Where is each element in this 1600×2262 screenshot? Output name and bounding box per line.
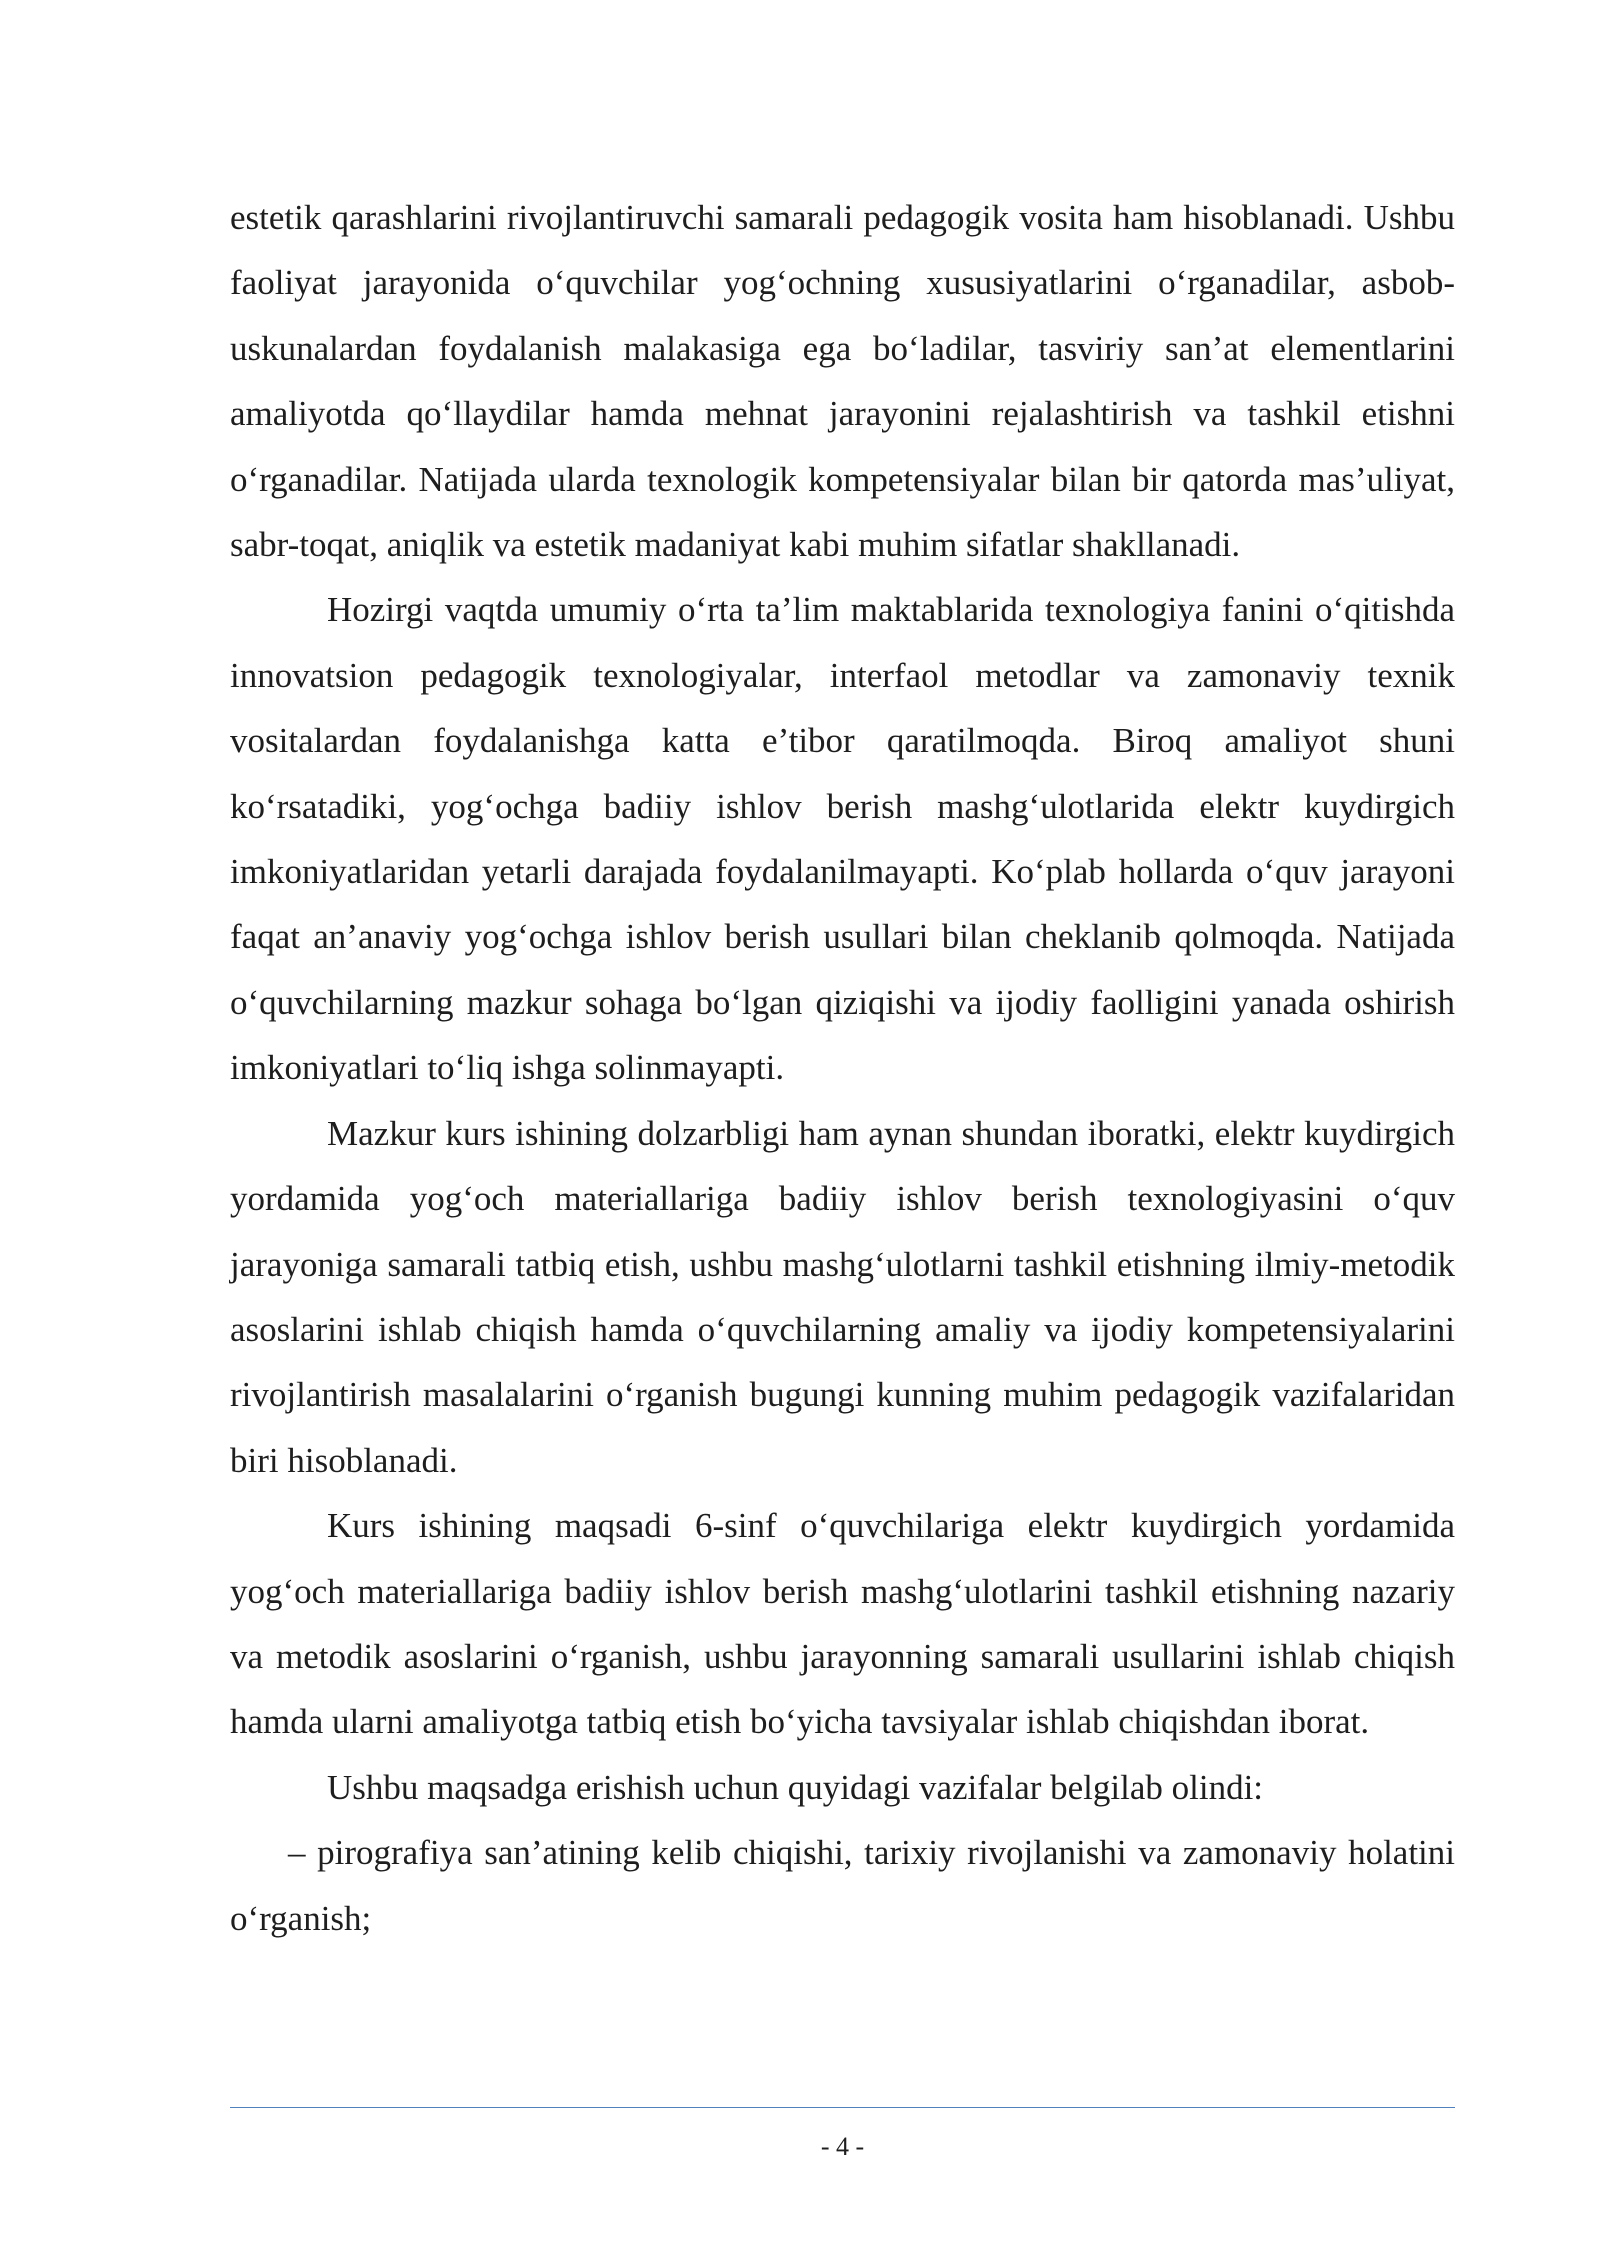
paragraph-goal: Kurs ishining maqsadi 6-sinf o‘quvchilariga elektr kuydirgich yordamida yog‘och materiallariga badiiy ishlov berish mashg‘ulotlarini tashkil etishning nazariy va metodik asoslarini o‘rganish, ushbu jarayonning samarali usullarini ishlab chiqish hamda ularni amaliyotga tatbiq etish bo‘yicha tavsiyalar ishlab chiqishdan iborat.	[230, 1506, 1455, 1742]
footer-divider	[230, 2107, 1455, 2108]
task-list-item: – pirografiya san’atining kelib chiqishi, tarixiy rivojlanishi va zamonaviy holatini o‘rganish;	[230, 1833, 1455, 1938]
paragraph-continuation: estetik qarashlarini rivojlantiruvchi samarali pedagogik vosita ham hisoblanadi. Ushbu faoliyat jarayonida o‘quvchilar yog‘ochning xususiyatlarini o‘rganadilar, asbob-uskunalardan foydalanish malakasiga ega bo‘ladilar, tasviriy san’at elementlarini amaliyotda qo‘llaydilar hamda mehnat jarayonini rejalashtirish va tashkil etishni o‘rganadilar. Natijada ularda texnologik kompetensiyalar bilan bir qatorda mas’uliyat, sabr-toqat, aniqlik va estetik madaniyat kabi muhim sifatlar shakllanadi.	[230, 198, 1455, 565]
paragraph-current-situation: Hozirgi vaqtda umumiy o‘rta ta’lim maktablarida texnologiya fanini o‘qitishda innovatsion pedagogik texnologiyalar, interfaol metodlar va zamonaviy texnik vositalardan foydalanishga katta e’tibor qaratilmoqda. Biroq amaliyot shuni ko‘rsatadiki, yog‘ochga badiiy ishlov berish mashg‘ulotlarida elektr kuydirgich imkoniyatlaridan yetarli darajada foydalanilmayapti. Ko‘plab hollarda o‘quv jarayoni faqat an’anaviy yog‘ochga ishlov berish usullari bilan cheklanib qolmoqda. Natijada o‘quvchilarning mazkur sohaga bo‘lgan qiziqishi va ijodiy faolligini yanada oshirish imkoniyatlari to‘liq ishga solinmayapti.	[230, 590, 1455, 1088]
page-body	[230, 185, 1455, 1951]
paragraph-relevance: Mazkur kurs ishining dolzarbligi ham aynan shundan iboratki, elektr kuydirgich yordamida yog‘och materiallariga badiiy ishlov berish texnologiyasini o‘quv jarayoniga samarali tatbiq etish, ushbu mashg‘ulotlarni tashkil etishning ilmiy-metodik asoslarini ishlab chiqish hamda o‘quvchilarning amaliy va ijodiy kompetensiyalarini rivojlantirish masalalarini o‘rganish bugungi kunning muhim pedagogik vazifalaridan biri hisoblanadi.	[230, 1113, 1455, 1480]
paragraph-tasks-intro: Ushbu maqsadga erishish uchun quyidagi vazifalar belgilab olindi:	[327, 1767, 1264, 1807]
page-number: - 4 -	[820, 2132, 865, 2161]
